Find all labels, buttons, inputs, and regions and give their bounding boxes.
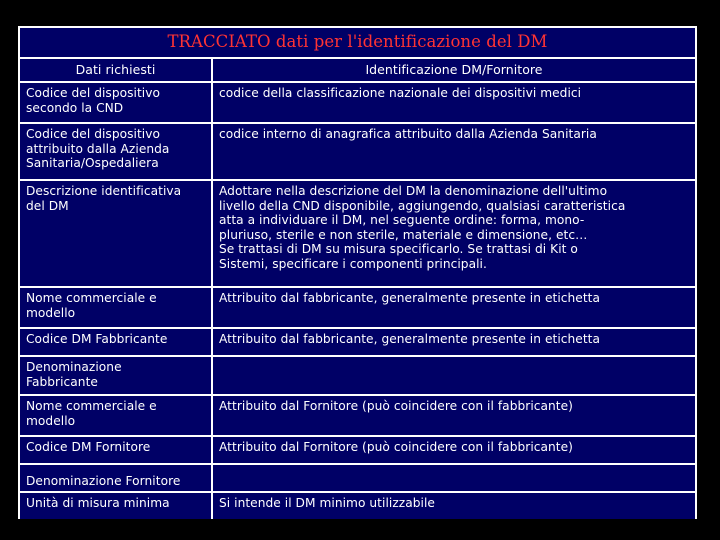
- row-field: Nome commerciale e modello: [20, 288, 211, 327]
- row-field: Codice del dispositivo secondo la CND: [20, 83, 211, 122]
- row-value: Attribuito dal fabbricante, generalmente presente in etichetta: [213, 329, 695, 355]
- row-value: [213, 465, 695, 491]
- row-value: Adottare nella descrizione del DM la denominazione dell'ultimo livello della CND disponibile, aggiungendo, qualsiasi caratteristica atta a individuare il DM, nel seguente ordine: forma, mono- pluriuso, sterile e non sterile, materiale e dimensione, etc… Se trattasi di DM su misura specificarlo. Se trattasi di Kit o Sistemi, specificare i componenti principali.: [213, 181, 695, 286]
- data-table-frame: [18, 26, 697, 519]
- row-field: Denominazione Fornitore: [20, 465, 211, 491]
- row-field: Denominazione Fabbricante: [20, 357, 211, 394]
- table-row: [20, 396, 695, 435]
- row-field: Unità di misura minima: [20, 493, 211, 519]
- table-row: [20, 329, 695, 355]
- row-value: Attribuito dal Fornitore (può coincidere con il fabbricante): [213, 437, 695, 463]
- table-row: [20, 288, 695, 327]
- row-field: Codice del dispositivo attribuito dalla Azienda Sanitaria/Ospedaliera: [20, 124, 211, 179]
- table-title: TRACCIATO dati per l'identificazione del DM: [20, 28, 695, 57]
- table-row: [20, 181, 695, 286]
- table-row: [20, 357, 695, 394]
- tracciato-table: [18, 26, 697, 521]
- row-value: codice della classificazione nazionale dei dispositivi medici: [213, 83, 695, 122]
- row-value: Attribuito dal Fornitore (può coincidere con il fabbricante): [213, 396, 695, 435]
- table-row: [20, 124, 695, 179]
- table-row: [20, 493, 695, 519]
- table-row: [20, 83, 695, 122]
- row-value: codice interno di anagrafica attribuito dalla Azienda Sanitaria: [213, 124, 695, 179]
- row-value: [213, 357, 695, 394]
- table-row: [20, 465, 695, 491]
- header-identificazione: Identificazione DM/Fornitore: [213, 59, 695, 81]
- row-field: Descrizione identificativa del DM: [20, 181, 211, 286]
- header-dati-richiesti: Dati richiesti: [20, 59, 211, 81]
- row-field: Nome commerciale e modello: [20, 396, 211, 435]
- row-value: Si intende il DM minimo utilizzabile: [213, 493, 695, 519]
- row-field: Codice DM Fornitore: [20, 437, 211, 463]
- table-row: [20, 437, 695, 463]
- row-field: Codice DM Fabbricante: [20, 329, 211, 355]
- row-value: Attribuito dal fabbricante, generalmente presente in etichetta: [213, 288, 695, 327]
